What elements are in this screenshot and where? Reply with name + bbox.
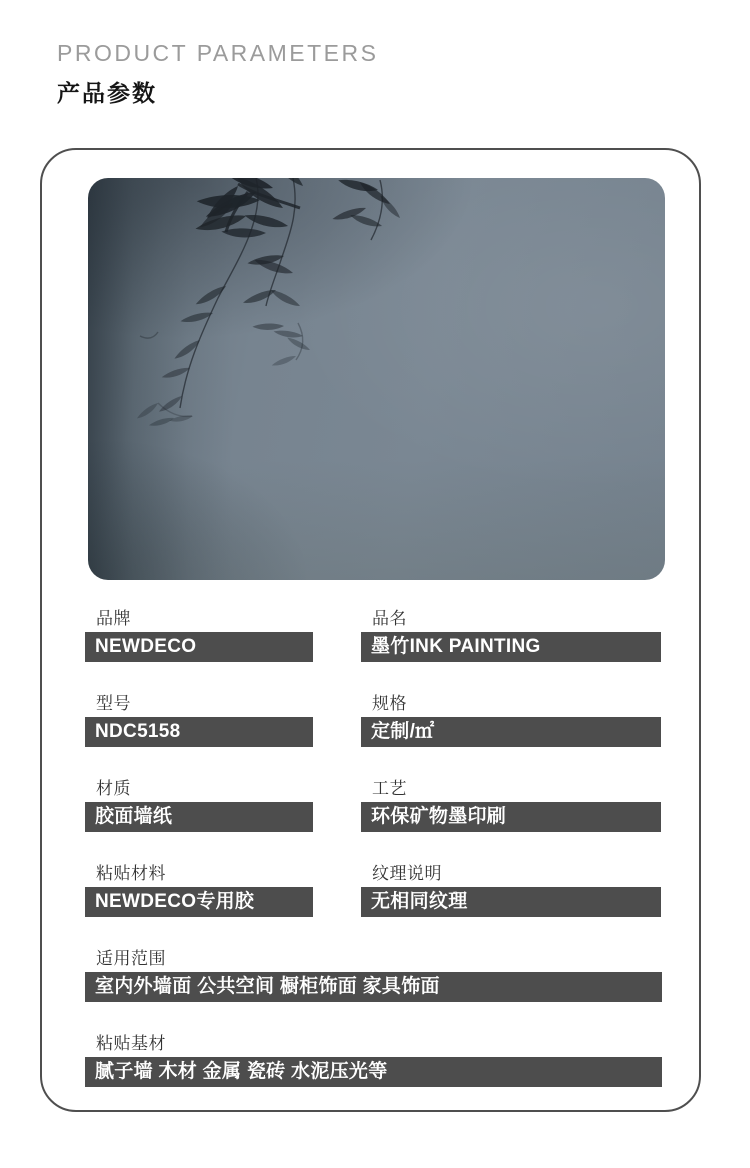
param-value-craft: 环保矿物墨印刷 [361, 802, 661, 832]
param-label-specification: 规格 [372, 694, 407, 713]
param-value-material: 胶面墙纸 [85, 802, 313, 832]
param-row-6 [85, 1033, 665, 1087]
page-title-en: PRODUCT PARAMETERS [57, 40, 379, 66]
param-row-4 [85, 863, 665, 917]
param-texture-note [361, 863, 661, 917]
param-label-craft: 工艺 [372, 779, 407, 798]
param-application-range [85, 948, 662, 1002]
param-row-1 [85, 608, 665, 662]
param-label-product-name: 品名 [372, 609, 407, 628]
param-value-application-range: 室内外墙面 公共空间 橱柜饰面 家具饰面 [85, 972, 662, 1002]
param-value-brand: NEWDECO [85, 632, 313, 662]
param-value-substrate: 腻子墙 木材 金属 瓷砖 水泥压光等 [85, 1057, 662, 1087]
param-value-adhesive-material: NEWDECO专用胶 [85, 887, 313, 917]
param-label-application-range: 适用范围 [96, 949, 166, 968]
parameters-card [40, 148, 701, 1112]
page-title-zh: 产品参数 [57, 80, 157, 106]
param-substrate [85, 1033, 662, 1087]
param-brand [85, 608, 313, 662]
param-craft [361, 778, 661, 832]
param-row-2 [85, 693, 665, 747]
param-material [85, 778, 313, 832]
param-label-brand: 品牌 [96, 609, 131, 628]
param-label-texture-note: 纹理说明 [372, 864, 442, 883]
param-row-5 [85, 948, 665, 1002]
param-label-substrate: 粘贴基材 [96, 1034, 166, 1053]
param-model [85, 693, 313, 747]
param-label-material: 材质 [96, 779, 131, 798]
param-adhesive-material [85, 863, 313, 917]
param-row-3 [85, 778, 665, 832]
param-product-name [361, 608, 661, 662]
param-value-texture-note: 无相同纹理 [361, 887, 661, 917]
ink-bamboo-icon [88, 178, 665, 580]
param-specification [361, 693, 661, 747]
param-label-model: 型号 [96, 694, 131, 713]
product-image [88, 178, 665, 580]
param-value-model: NDC5158 [85, 717, 313, 747]
param-value-specification: 定制/㎡ [361, 717, 661, 747]
param-label-adhesive-material: 粘贴材料 [96, 864, 166, 883]
param-value-product-name: 墨竹INK PAINTING [361, 632, 661, 662]
